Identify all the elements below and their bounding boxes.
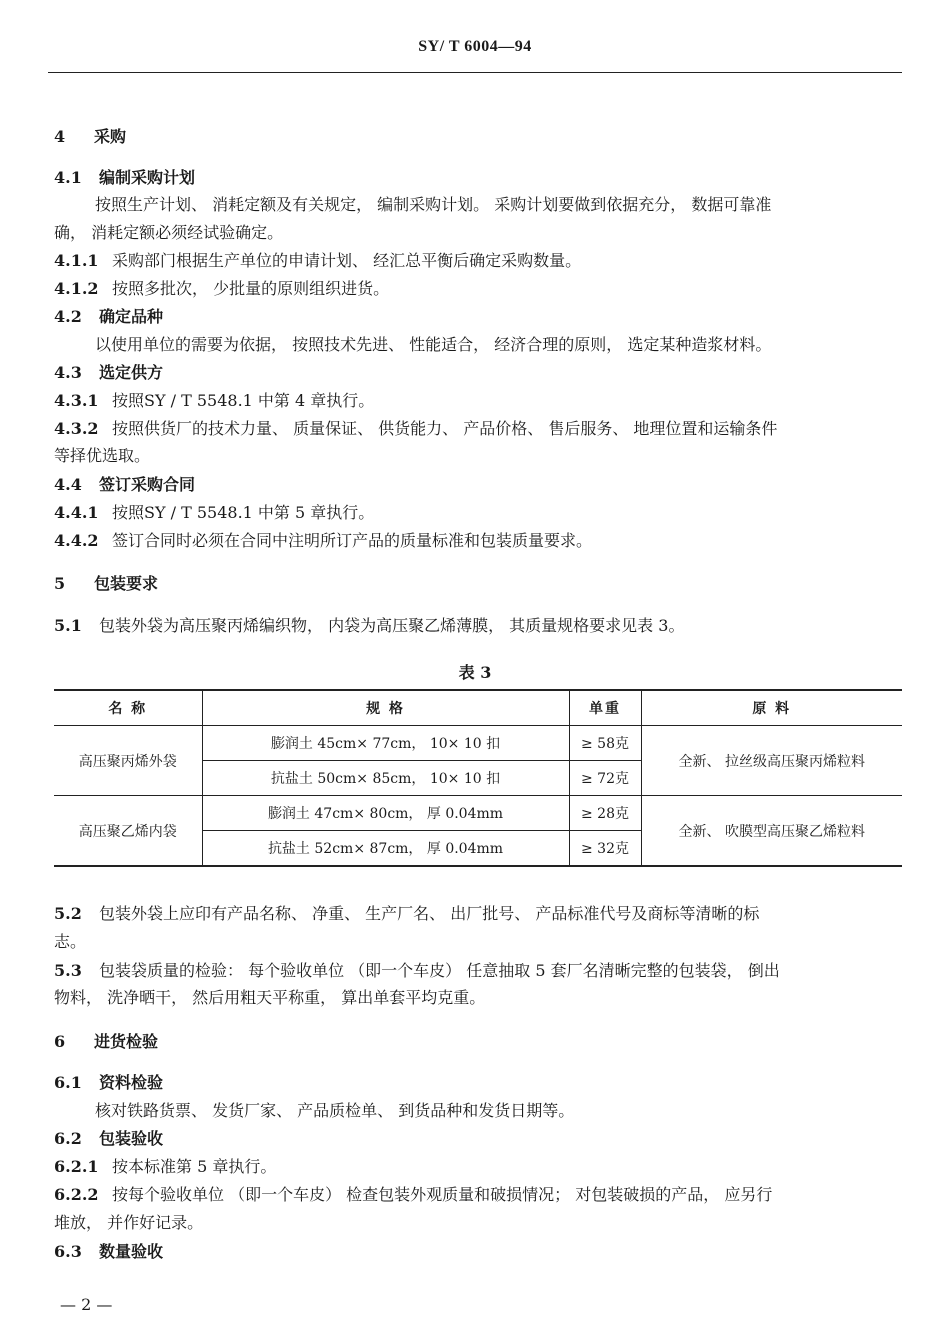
paragraph-line: 志。 [54, 932, 87, 951]
table-row [54, 726, 902, 761]
item-4-3-1: 4.3.1 按照SY / T 5548.1 中第 4 章执行。 [54, 391, 375, 410]
subsection-4-4: 4.4 签订采购合同 [54, 475, 196, 494]
item-6-2-1: 6.2.1 按本标准第 5 章执行。 [54, 1157, 277, 1176]
packaging-spec-table [54, 689, 902, 867]
header-name: 名 称 [54, 690, 202, 726]
header-spec: 规 格 [202, 690, 569, 726]
cell-weight: ≥ 58克 [569, 726, 641, 761]
cell-weight: ≥ 32克 [569, 831, 641, 867]
item-4-3-2: 4.3.2 按照供货厂的技术力量、 质量保证、 供货能力、 产品价格、 售后服务、 地理位置和运输条件 [54, 419, 778, 438]
item-6-2-2: 6.2.2 按每个验收单位 （即一个车皮） 检查包装外观质量和破损情况； 对包装破损的产品， 应另行 [54, 1185, 773, 1204]
cell-name: 高压聚乙烯内袋 [54, 796, 202, 867]
item-4-1-1: 4.1.1 采购部门根据生产单位的申请计划、 经汇总平衡后确定采购数量。 [54, 251, 582, 270]
item-5-1: 5.1 包装外袋为高压聚丙烯编织物， 内袋为高压聚乙烯薄膜， 其质量规格要求见表 3。 [54, 616, 685, 635]
section-4: 4 采购 [54, 127, 127, 146]
paragraph-line: 等择优选取。 [54, 446, 151, 465]
cell-spec: 膨润土 45cm× 77cm， 10× 10 扣 [202, 726, 569, 761]
paragraph-line: 以使用单位的需要为依据， 按照技术先进、 性能适合， 经济合理的原则， 选定某种造浆材料。 [95, 335, 772, 354]
paragraph-line: 按照生产计划、 消耗定额及有关规定， 编制采购计划。 采购计划要做到依据充分， 数据可靠准 [95, 195, 772, 214]
subsection-6-3: 6.3 数量验收 [54, 1242, 164, 1261]
paragraph-line: 确， 消耗定额必须经试验确定。 [54, 223, 284, 242]
item-5-2: 5.2 包装外袋上应印有产品名称、 净重、 生产厂名、 出厂批号、 产品标准代号及商标等清晰的标 [54, 904, 760, 923]
header-weight: 单重 [569, 690, 641, 726]
subsection-4-3: 4.3 选定供方 [54, 363, 164, 382]
item-4-4-1: 4.4.1 按照SY / T 5548.1 中第 5 章执行。 [54, 503, 375, 522]
page-number: — 2 — [60, 1295, 113, 1314]
cell-spec: 抗盐土 50cm× 85cm， 10× 10 扣 [202, 761, 569, 796]
standard-code: SY/ T 6004—94 [418, 38, 532, 55]
header-rule [48, 72, 902, 73]
table-header-row [54, 690, 902, 726]
table-caption: 表 3 [458, 663, 492, 682]
subsection-4-1: 4.1 编制采购计划 [54, 168, 196, 187]
table-row [54, 796, 902, 831]
subsection-4-2: 4.2 确定品种 [54, 307, 164, 326]
section-6: 6 进货检验 [54, 1032, 159, 1051]
cell-weight: ≥ 28克 [569, 796, 641, 831]
cell-material: 全新、 拉丝级高压聚丙烯粒料 [641, 726, 902, 796]
header-material: 原 料 [641, 690, 902, 726]
subsection-6-2: 6.2 包装验收 [54, 1129, 164, 1148]
cell-material: 全新、 吹膜型高压聚乙烯粒料 [641, 796, 902, 867]
item-4-1-2: 4.1.2 按照多批次， 少批量的原则组织进货。 [54, 279, 390, 298]
paragraph-line: 堆放， 并作好记录。 [54, 1213, 204, 1232]
item-5-3: 5.3 包装袋质量的检验： 每个验收单位 （即一个车皮） 任意抽取 5 套厂名清晰完整的包装袋， 倒出 [54, 961, 780, 980]
cell-name: 高压聚丙烯外袋 [54, 726, 202, 796]
cell-spec: 膨润土 47cm× 80cm， 厚 0.04mm [202, 796, 569, 831]
subsection-6-1: 6.1 资料检验 [54, 1073, 164, 1092]
paragraph-line: 核对铁路货票、 发货厂家、 产品质检单、 到货品种和发货日期等。 [95, 1101, 575, 1120]
section-5: 5 包装要求 [54, 574, 159, 593]
item-4-4-2: 4.4.2 签订合同时必须在合同中注明所订产品的质量标准和包装质量要求。 [54, 531, 593, 550]
cell-spec: 抗盐土 52cm× 87cm， 厚 0.04mm [202, 831, 569, 867]
cell-weight: ≥ 72克 [569, 761, 641, 796]
paragraph-line: 物料， 洗净晒干， 然后用粗天平称重， 算出单套平均克重。 [54, 988, 486, 1007]
